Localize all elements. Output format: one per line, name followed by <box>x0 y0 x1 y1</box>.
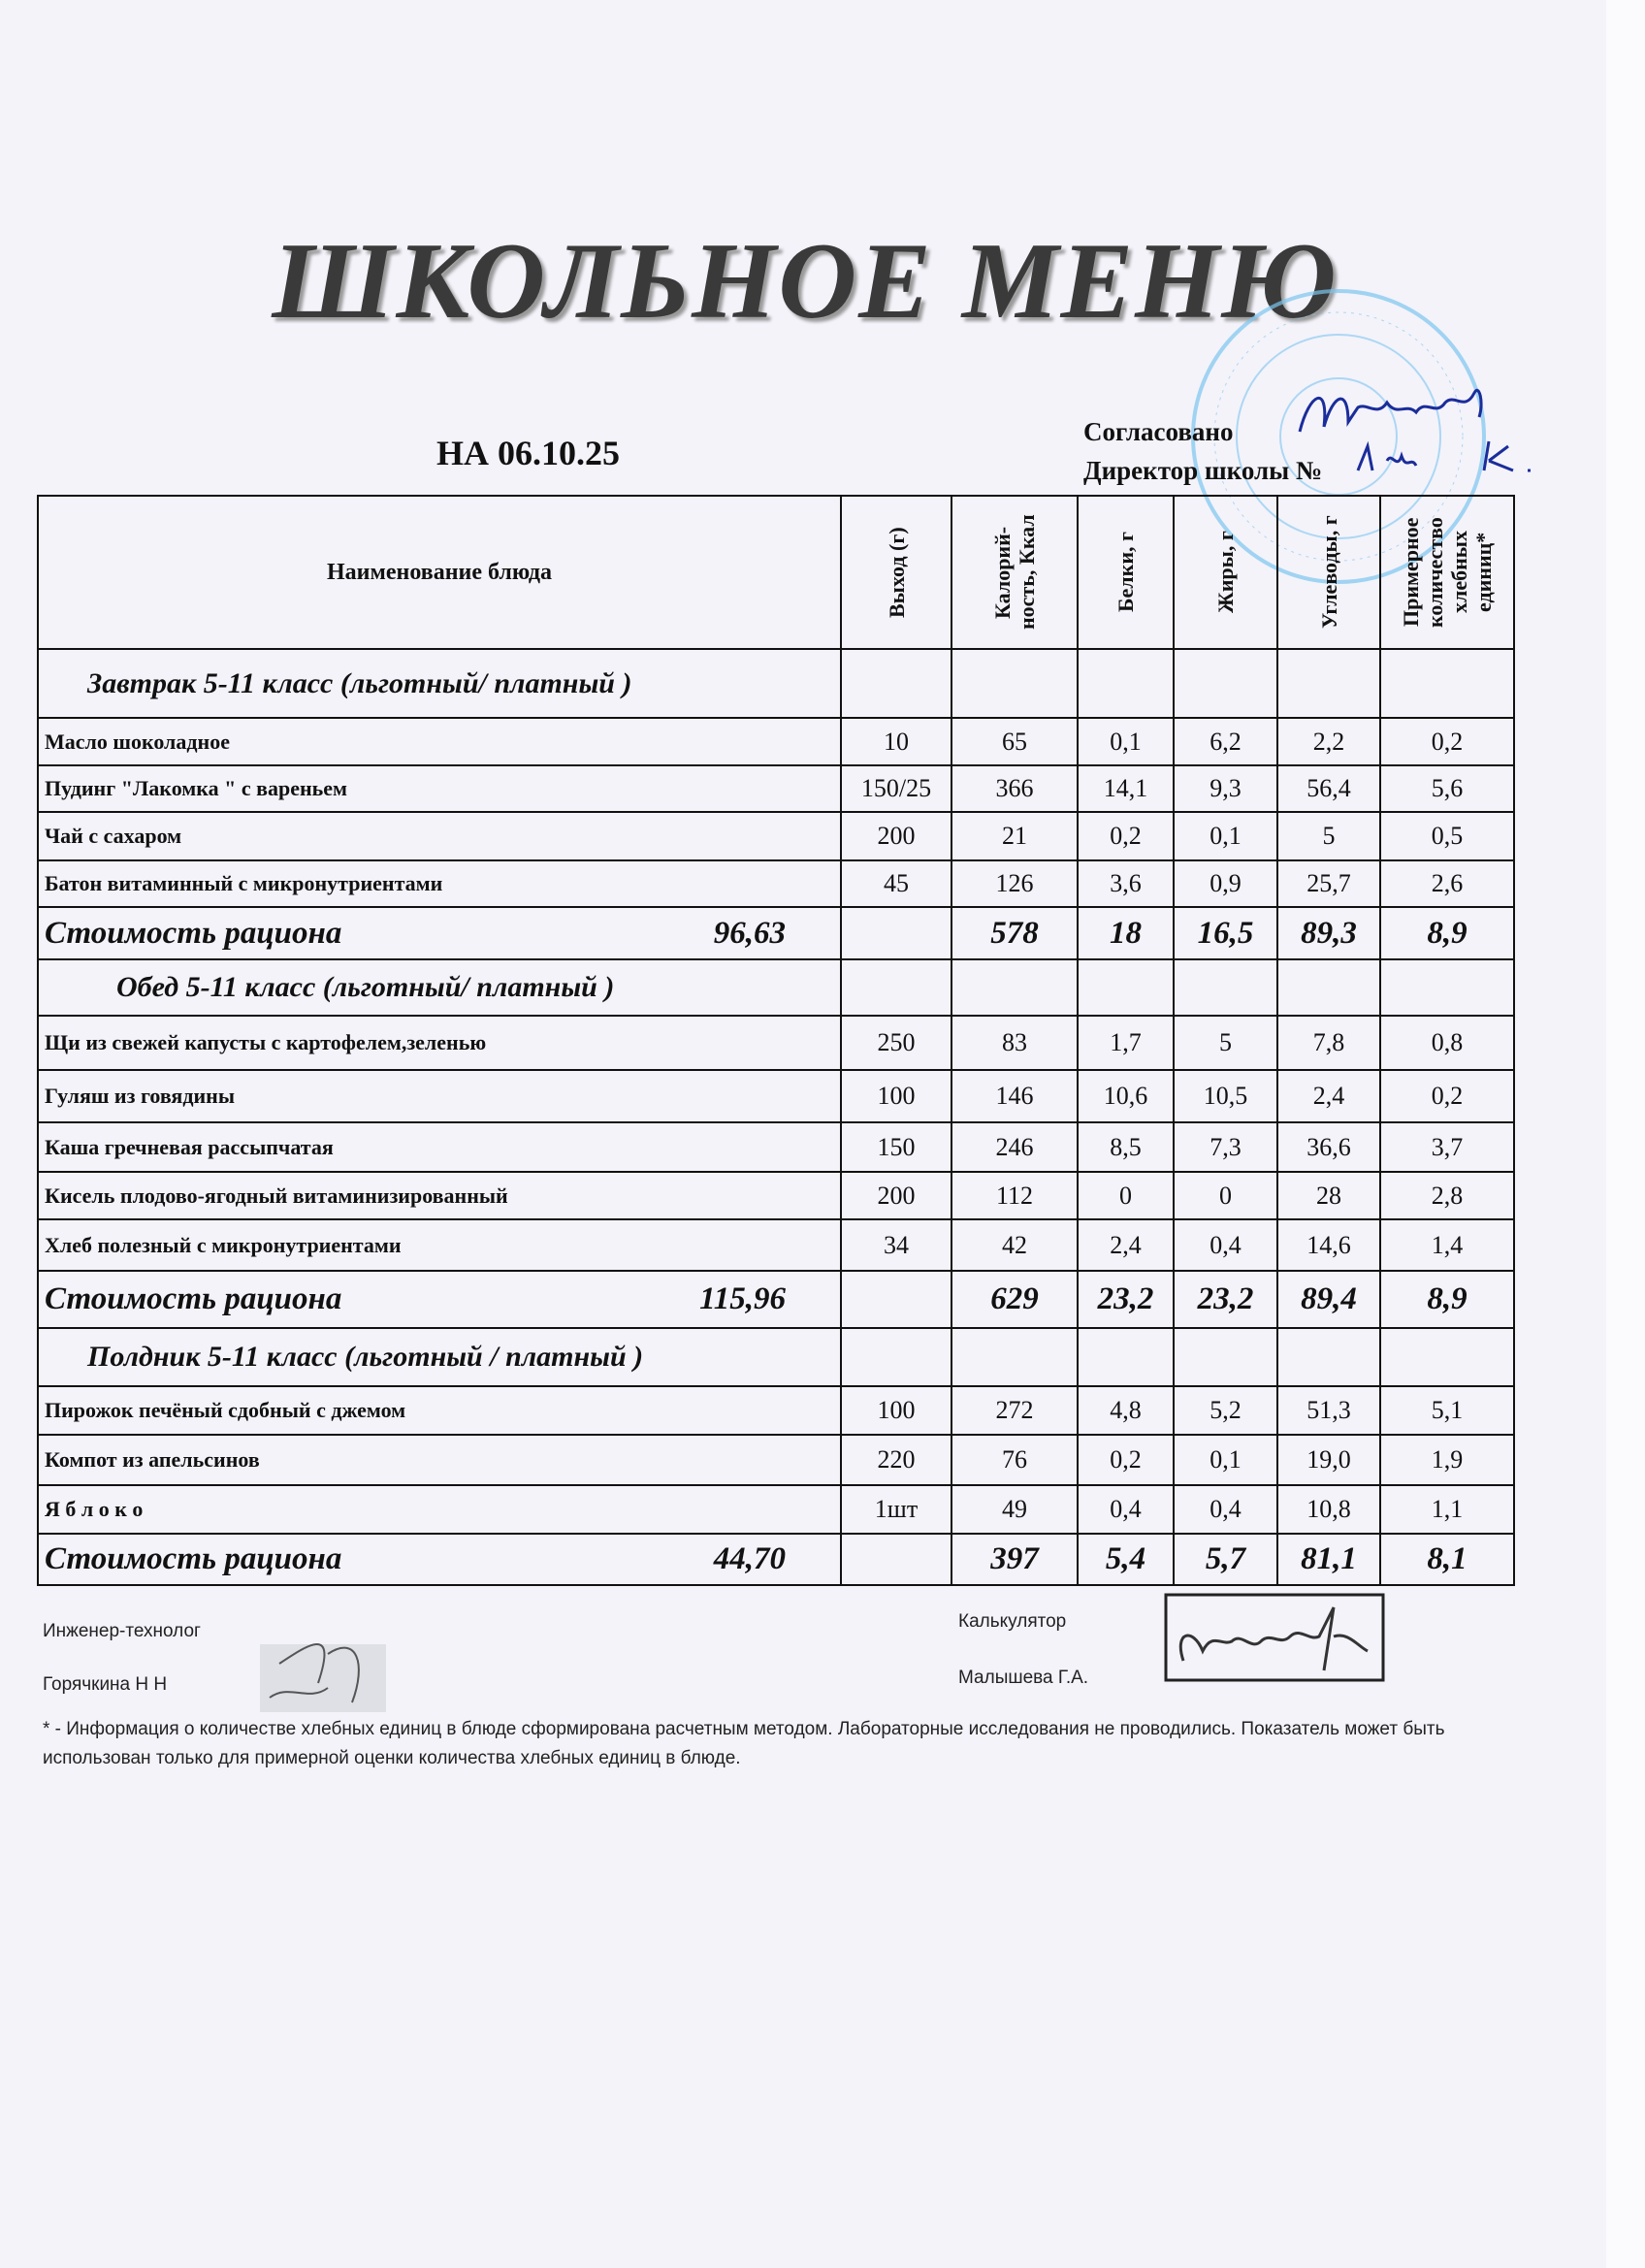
footer <box>37 1586 1513 1877</box>
empty-cell <box>1277 1328 1380 1386</box>
yield-cell: 10 <box>841 718 952 765</box>
total-value: 8,9 <box>1380 1271 1514 1328</box>
calories-cell: 146 <box>952 1070 1078 1122</box>
calories-cell: 21 <box>952 812 1078 860</box>
table-row <box>38 1435 1514 1485</box>
protein-cell: 14,1 <box>1078 765 1174 812</box>
empty-cell <box>1174 649 1277 718</box>
table-row <box>38 860 1514 907</box>
protein-cell: 0,4 <box>1078 1485 1174 1534</box>
empty-cell <box>841 1328 952 1386</box>
carbs-cell: 10,8 <box>1277 1485 1380 1534</box>
carbs-cell: 19,0 <box>1277 1435 1380 1485</box>
menu-table <box>37 495 1515 1586</box>
dish-name-cell: Масло шоколадное <box>38 718 841 765</box>
dish-name-cell: Щи из свежей капусты с картофелем,зеленью <box>38 1016 841 1070</box>
yield-cell: 100 <box>841 1070 952 1122</box>
total-value <box>841 1534 952 1585</box>
protein-cell: 8,5 <box>1078 1122 1174 1172</box>
protein-cell: 3,6 <box>1078 860 1174 907</box>
protein-cell: 2,4 <box>1078 1219 1174 1271</box>
approval-label: Согласовано <box>1083 417 1234 446</box>
protein-cell: 0,2 <box>1078 1435 1174 1485</box>
empty-cell <box>1380 1328 1514 1386</box>
footnote: * - Информация о количестве хлебных единиц в блюде сформирована расчетным методом. Лабораторные исследования не проводились. Показатель может быть использован только для примерной оценки количества хлебных единиц в блюде. <box>43 1719 1445 1768</box>
table-row <box>38 1122 1514 1172</box>
dish-name-cell: Компот из апельсинов <box>38 1435 841 1485</box>
carbs-cell: 14,6 <box>1277 1219 1380 1271</box>
total-value: 8,1 <box>1380 1534 1514 1585</box>
section-label: Полдник 5-11 класс (льготный / платный ) <box>38 1328 841 1386</box>
total-label: Стоимость рациона <box>45 915 342 951</box>
header-dish-name: Наименование блюда <box>38 496 841 649</box>
total-row <box>38 907 1514 959</box>
carbs-cell: 36,6 <box>1277 1122 1380 1172</box>
total-value <box>841 1271 952 1328</box>
protein-cell: 1,7 <box>1078 1016 1174 1070</box>
calories-cell: 65 <box>952 718 1078 765</box>
yield-cell: 34 <box>841 1219 952 1271</box>
dish-name-cell: Чай с сахаром <box>38 812 841 860</box>
calories-cell: 366 <box>952 765 1078 812</box>
yield-cell: 150/25 <box>841 765 952 812</box>
protein-cell: 4,8 <box>1078 1386 1174 1435</box>
fat-cell: 9,3 <box>1174 765 1277 812</box>
calculator-name: Малышева Г.А. <box>958 1668 1089 1688</box>
total-value: 89,3 <box>1277 907 1380 959</box>
fat-cell: 5,2 <box>1174 1386 1277 1435</box>
bread-units-cell: 2,6 <box>1380 860 1514 907</box>
total-value: 81,1 <box>1277 1534 1380 1585</box>
fat-cell: 6,2 <box>1174 718 1277 765</box>
carbs-cell: 25,7 <box>1277 860 1380 907</box>
protein-cell: 0,1 <box>1078 718 1174 765</box>
total-value: 16,5 <box>1174 907 1277 959</box>
bread-units-cell: 1,9 <box>1380 1435 1514 1485</box>
engineer-signature <box>260 1625 386 1712</box>
total-value: 23,2 <box>1174 1271 1277 1328</box>
bread-units-cell: 5,1 <box>1380 1386 1514 1435</box>
calories-cell: 112 <box>952 1172 1078 1219</box>
bread-units-cell: 2,8 <box>1380 1172 1514 1219</box>
empty-cell <box>841 959 952 1016</box>
bread-units-cell: 0,5 <box>1380 812 1514 860</box>
yield-cell: 1шт <box>841 1485 952 1534</box>
header-calories: Калорий-ность, Ккал <box>952 496 1078 649</box>
yield-cell: 250 <box>841 1016 952 1070</box>
fat-cell: 7,3 <box>1174 1122 1277 1172</box>
empty-cell <box>952 959 1078 1016</box>
total-value: 23,2 <box>1078 1271 1174 1328</box>
table-header <box>38 496 1514 649</box>
calories-cell: 126 <box>952 860 1078 907</box>
yield-cell: 200 <box>841 812 952 860</box>
director-label: Директор школы № <box>1083 456 1323 485</box>
engineer-role: Инженер-технолог <box>43 1621 201 1641</box>
empty-cell <box>841 649 952 718</box>
empty-cell <box>1380 959 1514 1016</box>
carbs-cell: 2,2 <box>1277 718 1380 765</box>
fat-cell: 0,4 <box>1174 1219 1277 1271</box>
fat-cell: 0,9 <box>1174 860 1277 907</box>
fat-cell: 0,1 <box>1174 1435 1277 1485</box>
calories-cell: 42 <box>952 1219 1078 1271</box>
section-row <box>38 649 1514 718</box>
section-row <box>38 959 1514 1016</box>
empty-cell <box>1380 649 1514 718</box>
table-row <box>38 1219 1514 1271</box>
table-row <box>38 718 1514 765</box>
dish-name-cell: Батон витаминный с микронутриентами <box>38 860 841 907</box>
yield-cell: 100 <box>841 1386 952 1435</box>
table-row <box>38 1386 1514 1435</box>
total-label-cell <box>38 1534 841 1585</box>
director-signature <box>1290 373 1581 480</box>
table-row <box>38 1485 1514 1534</box>
bread-units-cell: 3,7 <box>1380 1122 1514 1172</box>
empty-cell <box>1277 649 1380 718</box>
total-row <box>38 1271 1514 1328</box>
table-row <box>38 1016 1514 1070</box>
ration-price: 115,96 <box>699 1281 786 1316</box>
total-row <box>38 1534 1514 1585</box>
section-row <box>38 1328 1514 1386</box>
dish-name-cell: Пирожок печёный сдобный с джемом <box>38 1386 841 1435</box>
total-value: 5,4 <box>1078 1534 1174 1585</box>
bread-units-cell: 1,4 <box>1380 1219 1514 1271</box>
calories-cell: 83 <box>952 1016 1078 1070</box>
protein-cell: 10,6 <box>1078 1070 1174 1122</box>
yield-cell: 45 <box>841 860 952 907</box>
engineer-name: Горячкина Н Н <box>43 1674 168 1695</box>
approval-block <box>1083 412 1322 490</box>
total-value: 89,4 <box>1277 1271 1380 1328</box>
calories-cell: 49 <box>952 1485 1078 1534</box>
empty-cell <box>1174 959 1277 1016</box>
protein-cell: 0 <box>1078 1172 1174 1219</box>
yield-cell: 150 <box>841 1122 952 1172</box>
empty-cell <box>1078 649 1174 718</box>
header-fat: Жиры, г <box>1174 496 1277 649</box>
total-label: Стоимость рациона <box>45 1541 342 1576</box>
header-carbs: Углеводы, г <box>1277 496 1380 649</box>
header-protein: Белки, г <box>1078 496 1174 649</box>
calories-cell: 76 <box>952 1435 1078 1485</box>
page-edge <box>1606 0 1645 2268</box>
empty-cell <box>1078 959 1174 1016</box>
table-row <box>38 812 1514 860</box>
calculator-signature <box>1164 1593 1385 1682</box>
carbs-cell: 7,8 <box>1277 1016 1380 1070</box>
calories-cell: 246 <box>952 1122 1078 1172</box>
total-value: 18 <box>1078 907 1174 959</box>
dish-name-cell: Хлеб полезный с микронутриентами <box>38 1219 841 1271</box>
calories-cell: 272 <box>952 1386 1078 1435</box>
yield-cell: 200 <box>841 1172 952 1219</box>
empty-cell <box>952 649 1078 718</box>
bread-units-cell: 0,2 <box>1380 718 1514 765</box>
total-label-cell <box>38 907 841 959</box>
carbs-cell: 56,4 <box>1277 765 1380 812</box>
dish-name-cell: Я б л о к о <box>38 1485 841 1534</box>
yield-cell: 220 <box>841 1435 952 1485</box>
total-label: Стоимость рациона <box>45 1281 342 1316</box>
empty-cell <box>952 1328 1078 1386</box>
bread-units-cell: 0,8 <box>1380 1016 1514 1070</box>
table-row <box>38 765 1514 812</box>
ration-price: 96,63 <box>713 915 786 951</box>
dish-name-cell: Кисель плодово-ягодный витаминизированный <box>38 1172 841 1219</box>
dish-name-cell: Гуляш из говядины <box>38 1070 841 1122</box>
total-value: 397 <box>952 1534 1078 1585</box>
total-value: 578 <box>952 907 1078 959</box>
carbs-cell: 5 <box>1277 812 1380 860</box>
fat-cell: 0 <box>1174 1172 1277 1219</box>
header-yield: Выход (г) <box>841 496 952 649</box>
total-value: 629 <box>952 1271 1078 1328</box>
table-row <box>38 1070 1514 1122</box>
dish-name-cell: Каша гречневая рассыпчатая <box>38 1122 841 1172</box>
menu-content <box>37 495 1513 1877</box>
protein-cell: 0,2 <box>1078 812 1174 860</box>
dish-name-cell: Пудинг "Лакомка " с вареньем <box>38 765 841 812</box>
empty-cell <box>1078 1328 1174 1386</box>
section-label: Завтрак 5-11 класс (льготный/ платный ) <box>38 649 841 718</box>
calculator-role: Калькулятор <box>958 1611 1067 1632</box>
empty-cell <box>1277 959 1380 1016</box>
bread-units-cell: 0,2 <box>1380 1070 1514 1122</box>
empty-cell <box>1174 1328 1277 1386</box>
total-label-cell <box>38 1271 841 1328</box>
section-label: Обед 5-11 класс (льготный/ платный ) <box>38 959 841 1016</box>
fat-cell: 5 <box>1174 1016 1277 1070</box>
total-value: 8,9 <box>1380 907 1514 959</box>
page-title: ШКОЛЬНОЕ МЕНЮ <box>272 221 1339 341</box>
carbs-cell: 28 <box>1277 1172 1380 1219</box>
bread-units-cell: 1,1 <box>1380 1485 1514 1534</box>
bread-units-cell: 5,6 <box>1380 765 1514 812</box>
fat-cell: 10,5 <box>1174 1070 1277 1122</box>
total-value <box>841 907 952 959</box>
menu-date: НА 06.10.25 <box>436 434 620 472</box>
ration-price: 44,70 <box>713 1541 786 1576</box>
carbs-cell: 2,4 <box>1277 1070 1380 1122</box>
fat-cell: 0,1 <box>1174 812 1277 860</box>
carbs-cell: 51,3 <box>1277 1386 1380 1435</box>
fat-cell: 0,4 <box>1174 1485 1277 1534</box>
table-row <box>38 1172 1514 1219</box>
total-value: 5,7 <box>1174 1534 1277 1585</box>
header-bread-units: Примерное количество хлебных единиц* <box>1380 496 1514 649</box>
